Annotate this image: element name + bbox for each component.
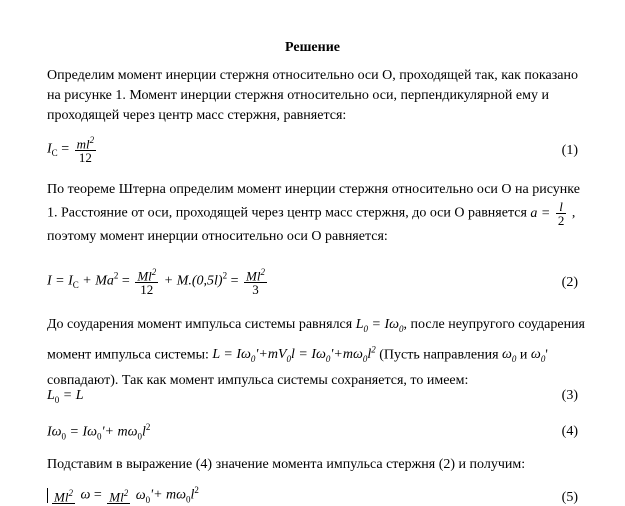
eq5-omega: ω (80, 487, 91, 503)
p3-eq-d: '+mω (330, 347, 363, 363)
eq1-den: 12 (78, 150, 92, 166)
eq2-frac2-num: Ml (246, 268, 261, 284)
equation-2: $I = I_C + Ma^2$ = $\frac{Ml^2}{12}$ + $M.(0,5l)^2$ = $\frac{Ml^2}{3}$ (47, 267, 265, 298)
eq5-fraction-2: Ml$^2$ (109, 487, 129, 505)
eq5-fraction-1: Ml$^2$ (54, 487, 73, 505)
distance-formula-lhs: a (530, 205, 538, 221)
eq3-sub: 0 (54, 394, 60, 405)
eq4-b: = Iω (66, 424, 98, 440)
eq3-L: L (47, 388, 55, 403)
equation-3 (47, 388, 84, 405)
eq2-part-b: + Ma (78, 273, 114, 289)
paragraph-2-text-b: поэтому момент инерции относительно оси О равняется: (47, 229, 388, 244)
p3-L0: L (355, 317, 364, 332)
eq2-part-c: + M.(0,5l) (163, 273, 223, 289)
paragraph-2-text-a: По теореме Штерна определим момент инерции стержня относительно оси О на рисунке 1. Расстояние от оси, проходящей через центр масс стержня, до оси О равняется (47, 182, 580, 221)
distance-formula: a = $\frac{l}{2}$ (530, 199, 565, 228)
paragraph-4: Подставим в выражение (4) значение момента импульса стержня (2) и получим: (47, 457, 526, 472)
paragraph-3-text-a: До соударения момент импульса системы равнялся (47, 317, 353, 332)
paragraph-3: До соударения момент импульса системы равнялся $L_0 = I\omega_0$, после неупругого соударения момент импульса системы: $L = I\omega_0'+mV_0l = I\omega_0'+m\omega_0l^2$ (Пусть направления $\omega_0$ и $\omega_0'$ совпадают). Так как момент импульса системы сохраняется, то имеем: (47, 317, 585, 389)
eq5-equals: = (93, 487, 106, 503)
p3-Iw: Iω (384, 317, 400, 332)
eq5-num1: Ml (54, 489, 69, 505)
paragraph-3-text-d: ' совпадают). Так как момент импульса системы сохраняется, то имеем: (47, 347, 548, 389)
eq4-c: '+ mω (101, 424, 138, 440)
equation-4: $I\omega_0 = I\omega_0'+ m\omega_0l^2$ (47, 422, 151, 442)
paragraph-3-text-b: , после неупругого соударения момент импульса системы: (47, 317, 585, 363)
p3-omega0-prime: ω (530, 347, 541, 363)
distance-den: 2 (557, 213, 565, 228)
eq2-part-a: I = I (47, 273, 73, 289)
p3-omega0: ω (502, 347, 512, 363)
eq2-sup: 2 (113, 270, 119, 281)
eq2-frac2-den: 3 (252, 282, 259, 298)
eq2-frac1-den: 12 (140, 282, 154, 298)
equation-5-label: (5) (561, 490, 578, 505)
equation-5: Ml$^2$ ω = Ml$^2$ $\omega_0'+ m\omega_0l^2$ (47, 485, 199, 504)
p3-and: и (519, 347, 528, 363)
p3-eq-a: L = Iω (212, 347, 251, 363)
p3-eq-e: l (367, 347, 372, 363)
equation-2-label: (2) (561, 275, 578, 290)
eq5-rest: '+ mω (150, 487, 187, 503)
equation-1: $I_C$ = $\frac{ml^2}{12}$ (47, 135, 95, 166)
eq1-num-sup: 2 (89, 135, 95, 145)
eq5-num2: Ml (109, 489, 124, 505)
eq2-frac1-num: Ml (137, 268, 152, 284)
paragraph-3-text-c: (Пусть направления (379, 347, 499, 363)
p3-eq-c: l = Iω (291, 347, 326, 363)
solution-title: Решение (285, 40, 340, 55)
eq1-lhs: I (47, 141, 52, 157)
eq1-fraction (75, 134, 97, 164)
eq1-num: ml (76, 136, 90, 152)
equation-3-label: (3) (561, 388, 578, 403)
eq2-sub-c: C (72, 280, 79, 291)
distance-num: l (556, 200, 567, 214)
eq1-lhs-sub: C (51, 148, 58, 159)
eq2-fraction-2: $\frac{Ml^2}{3}$ (246, 267, 265, 298)
eq4-d: l (141, 424, 146, 440)
eq3-rest: = L (59, 388, 84, 403)
eq4-a: Iω (47, 424, 62, 440)
paragraph-1: Определим момент инерции стержня относительно оси О, проходящей так, как показано на рисунке 1. Момент инерции стержня относительно оси, перпендикулярной ему и проходящей через центр масс стержня, равняется: (47, 68, 578, 123)
paragraph-2: По теореме Штерна определим момент инерции стержня относительно оси О на рисунке 1. Расстояние от оси, проходящей через центр масс стержня, до оси О равняется a = $\frac{l}{2}$ , поэтому момент инерции относительно оси О равняется: (47, 182, 580, 244)
p3-eq-b: '+mV (255, 347, 287, 363)
eq2-fraction-1: $\frac{Ml^2}{12}$ (137, 267, 157, 298)
equation-1-label: (1) (561, 143, 578, 158)
equation-4-label: (4) (561, 424, 578, 439)
distance-fraction (556, 200, 567, 227)
